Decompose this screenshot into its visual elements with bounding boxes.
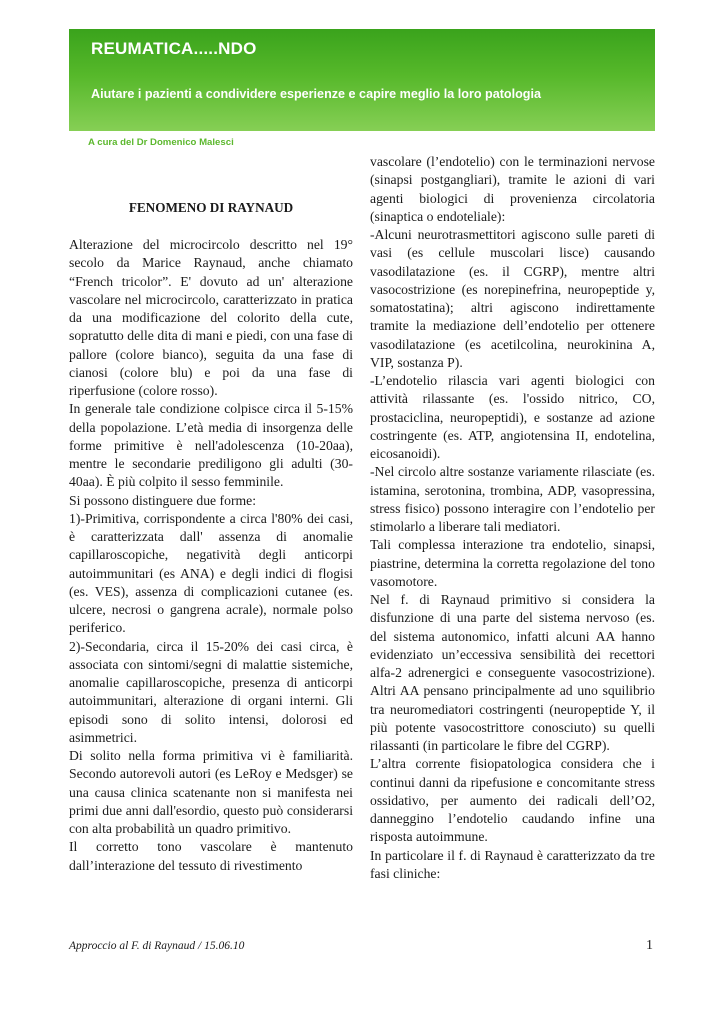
curator-line: A cura del Dr Domenico Malesci <box>88 137 234 148</box>
paragraph: Alterazione del microcircolo descritto nel 19° secolo da Marice Raynaud, anche chiamato “French tricolor”. E' dovuto ad un' alterazione vascolare nel microcircolo, caratterizzato in pratica da una modificazione del colorito della cute, sopratutto delle dita di mani e piedi, con una fase di pallore (colore bianco), seguita da una fase di cianosi (colore blu) e poi da una fase di riperfusione (colore rosso). <box>69 237 353 398</box>
paragraph: -Nel circolo altre sostanze variamente rilasciate (es. istamina, serotonina, trombina, ADP, vasopressina, stress fisico) possono interagire con l’endotelio per stimolarlo a liberare tali mediatori. <box>370 464 655 534</box>
site-title: REUMATICA.....NDO <box>91 39 257 58</box>
footer-caption: Approccio al F. di Raynaud / 15.06.10 <box>69 940 245 952</box>
paragraph: L’altra corrente fisiopatologica considera che i continui danni da ripefusione e concomitante stress ossidativo, per aumento dei radicali dell’O2, danneggino l’endotelio caudando infine una risposta autoimmune. <box>370 756 655 845</box>
paragraph: 1)-Primitiva, corrispondente a circa l'80% dei casi, è caratterizzata dall' assenza di anomalie capillaroscopiche, negatività degli anticorpi autoimmunitari (es ANA) e degli indici di flogisi (es. VES), assenza di complicazioni cutanee (es. ulcere, necrosi o gangrena acrale), normale polso periferico. <box>69 510 353 636</box>
paragraph: Nel f. di Raynaud primitivo si considera la disfunzione di una parte del sistema nervoso (es. del sistema autonomico, infatti alcuni AA hanno evidenziato un’eccessiva sensibilità dei recettori alfa-2 adrenergici e conseguente vasocostrizione). Altri AA pensano principalmente ad uno squilibrio tra neuromediatori costringenti (neuropeptide Y, il più potente vasocostrittore conosciuto) su quelli rilassanti (in particolare le fibre del CGRP). <box>370 592 655 753</box>
paragraph: Tali complessa interazione tra endotelio, sinapsi, piastrine, determina la corretta regolazione del tono vasomotore. <box>370 537 655 589</box>
article-heading: FENOMENO DI RAYNAUD <box>128 200 294 215</box>
paragraph: In particolare il f. di Raynaud è caratterizzato da tre fasi cliniche: <box>370 847 655 881</box>
paragraph: Il corretto tono vascolare è mantenuto dall’interazione del tessuto di rivestimento <box>69 839 353 873</box>
right-column <box>370 153 655 883</box>
left-column <box>69 236 353 875</box>
site-subtitle: Aiutare i pazienti a condividere esperienze e capire meglio la loro patologia <box>91 87 542 101</box>
header-banner <box>69 29 655 131</box>
paragraph: -L’endotelio rilascia vari agenti biologici con attività rilassante (es. l'ossido nitrico, CO, prostaciclina, neuropeptidi), e sostanze ad azione costringente (es. ATP, angiotensina II, endotelina, eicosanoidi). <box>370 373 655 461</box>
paragraph: In generale tale condizione colpisce circa il 5-15% della popolazione. L’età media di insorgenza delle forme primitive è nell'adolescenza (10-20aa), mentre le secondarie prediligono gli adulti (30-40aa). È più colpito il sesso femminile. <box>69 401 353 490</box>
paragraph: -Alcuni neurotrasmettitori agiscono sulle pareti di vasi (es cellule muscolari lisce) causando vasodilatazione (es. il CGRP), mentre altri vasocostrizione (es norepinefrina, neuropeptide y, somatostatina); altri agiscono indirettamente tramite la mediazione dell’endotelio per ottenere vasodilatazione (es acetilcolina, neurokinina A, VIP, sostanza P). <box>370 227 655 370</box>
paragraph: 2)-Secondaria, circa il 15-20% dei casi circa, è associata con sintomi/segni di malattie sistemiche, anomalie capillaroscopiche, presenza di anticorpi autoimmunitari, alterazione di organi interni. Gli episodi sono di solito intensi, dolorosi ed asimmetrici. <box>69 638 353 745</box>
paragraph: vascolare (l’endotelio) con le terminazioni nervose (sinapsi postgangliari), tramite le azioni di vari agenti biologici di provenienza circolatoria (sinaptica o endoteliale): <box>370 154 655 224</box>
paragraph: Si possono distinguere due forme: <box>69 492 257 508</box>
page-number: 1 <box>646 938 653 953</box>
paragraph: Di solito nella forma primitiva vi è familiarità. Secondo autorevoli autori (es LeRoy e Medsger) se una causa clinica scatenante non si manifesta nei primi due anni dall'esordio, questo può considerarsi con alta probabilità un quadro primitivo. <box>69 748 353 836</box>
